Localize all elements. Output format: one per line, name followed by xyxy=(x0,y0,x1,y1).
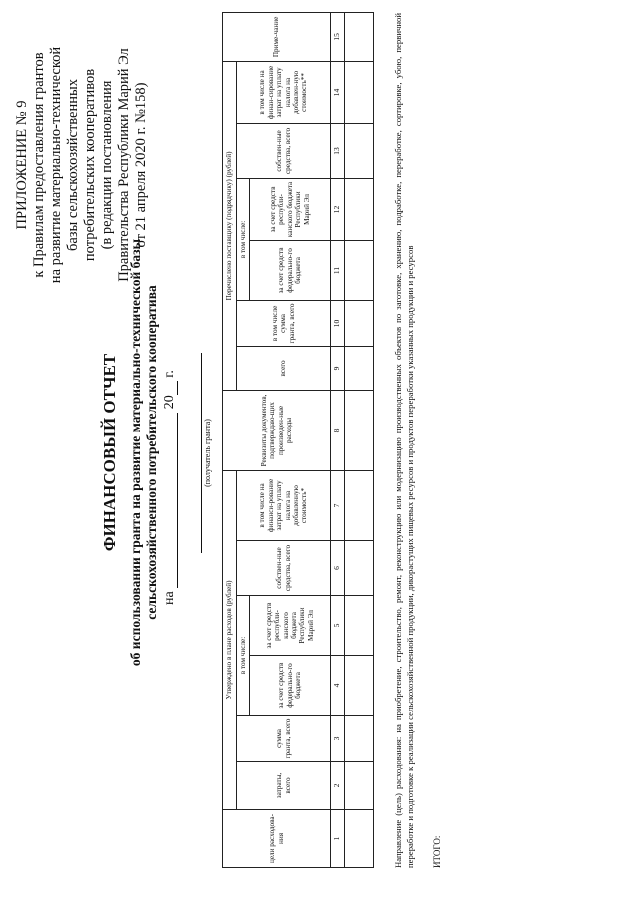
year-blank xyxy=(177,381,178,395)
table-cell[interactable] xyxy=(345,300,374,346)
header-federal-2: за счет средств федерально-го бюджета xyxy=(250,240,331,300)
table-cell[interactable] xyxy=(345,762,374,810)
appendix-line: базы сельскохозяйственных xyxy=(65,78,81,252)
table-cell[interactable] xyxy=(345,716,374,762)
col-num: 9 xyxy=(331,346,345,390)
col-num: 10 xyxy=(331,300,345,346)
table-cell[interactable] xyxy=(345,12,374,61)
col-num: 6 xyxy=(331,541,345,596)
appendix-number: ПРИЛОЖЕНИЕ № 9 xyxy=(14,100,30,230)
col-num: 5 xyxy=(331,596,345,656)
appendix-line: потребительских кооперативов xyxy=(82,68,98,262)
col-num: 13 xyxy=(331,123,345,178)
col-num: 14 xyxy=(331,61,345,123)
header-vat-2: в том числе на финан-сирование затрат на уплату налога на добавлен-ную стоимость** xyxy=(237,61,331,123)
table-cell[interactable] xyxy=(345,470,374,540)
subtitle-line-2: сельскохозяйственного потребительского кооператива xyxy=(144,285,159,620)
table-cell[interactable] xyxy=(345,596,374,656)
appendix-line: к Правилам предоставления грантов xyxy=(31,52,47,278)
header-transferred-total: всего xyxy=(237,346,331,390)
table-cell[interactable] xyxy=(345,123,374,178)
recipient-caption: (получатель гранта) xyxy=(203,419,212,487)
total-label: ИТОГО: xyxy=(432,835,442,868)
col-num: 15 xyxy=(331,12,345,61)
header-federal: за счет средств федерально-го бюджета xyxy=(250,656,331,716)
table-cell[interactable] xyxy=(345,240,374,300)
appendix-line: (в редакции постановления xyxy=(99,80,115,250)
col-num: 7 xyxy=(331,470,345,540)
recipient-line xyxy=(201,353,202,553)
header-transferred-grant: в том числе сумма гранта, всего xyxy=(237,300,331,346)
appendix-line: на развитие материально-технической xyxy=(48,46,64,284)
table-cell[interactable] xyxy=(345,390,374,470)
header-note: Приме-чание xyxy=(223,12,331,61)
header-grant-total: сумма гранта, всего xyxy=(237,716,331,762)
date-suffix: г. xyxy=(162,370,177,378)
table-cell[interactable] xyxy=(345,541,374,596)
header-own-funds-2: собствен-ные средства, всего xyxy=(237,123,331,178)
date-year: 20 xyxy=(162,395,177,410)
header-purpose: цели расходова-ния xyxy=(223,810,331,868)
table-cell[interactable] xyxy=(345,178,374,240)
header-own-funds: собствен-ные средства, всего xyxy=(237,541,331,596)
table-row xyxy=(345,12,374,867)
col-num: 2 xyxy=(331,762,345,810)
appendix-line: Правительства Республики Марий Эл xyxy=(116,48,132,282)
appendix-line: от 21 апреля 2020 г. №158) xyxy=(133,82,149,248)
header-planned-group: Утверждено в плане расходов (рублей) xyxy=(223,470,237,809)
report-subtitle xyxy=(128,0,160,905)
header-vat: в том числе на финанси-рование затрат на уплату налога на добавленную стоимость* xyxy=(237,470,331,540)
date-blank xyxy=(177,413,178,588)
table-cell[interactable] xyxy=(345,61,374,123)
col-num: 3 xyxy=(331,716,345,762)
table-cell[interactable] xyxy=(345,656,374,716)
col-num: 12 xyxy=(331,178,345,240)
date-prefix: на xyxy=(162,591,177,605)
table-cell[interactable] xyxy=(345,346,374,390)
spending-direction-note: Направление (цель) расходования: на приобретение, строительство, ремонт, реконструкцию или модернизацию производственных объектов по заготовке, хранению, подработке, переработке, сортировке, убою, первичной переработке и подготовке к реализации сельскохозяйственной продукции, дикорастущих пищевых ресурсов и продуктов переработки указанных продукции и ресурсов xyxy=(393,13,415,868)
col-num: 11 xyxy=(331,240,345,300)
col-num: 4 xyxy=(331,656,345,716)
header-including-2: в том числе: xyxy=(237,178,250,300)
header-including: в том числе: xyxy=(237,596,250,716)
header-transferred-group: Перечислено поставщику (подрядчику) (рублей) xyxy=(223,61,237,390)
col-num: 8 xyxy=(331,390,345,470)
report-title: ФИНАНСОВЫЙ ОТЧЕТ xyxy=(100,353,119,552)
header-republic-2: за счет средств республи-канского бюджета Республики Марий Эл xyxy=(250,178,331,240)
header-republic: за счет средств республи-канского бюджета Республики Марий Эл xyxy=(250,596,331,656)
subtitle-line-1: об использовании гранта на развитие материально-технической базы xyxy=(128,238,143,667)
header-costs-total: затраты, всего xyxy=(237,762,331,810)
col-num: 1 xyxy=(331,810,345,868)
table-cell[interactable] xyxy=(345,810,374,868)
column-number-row xyxy=(331,12,345,867)
header-documents: Реквизиты документов, подтверждаю-щих произведен-ные расходы xyxy=(223,390,331,470)
report-date-row xyxy=(162,275,178,605)
financial-report-table xyxy=(222,12,374,868)
